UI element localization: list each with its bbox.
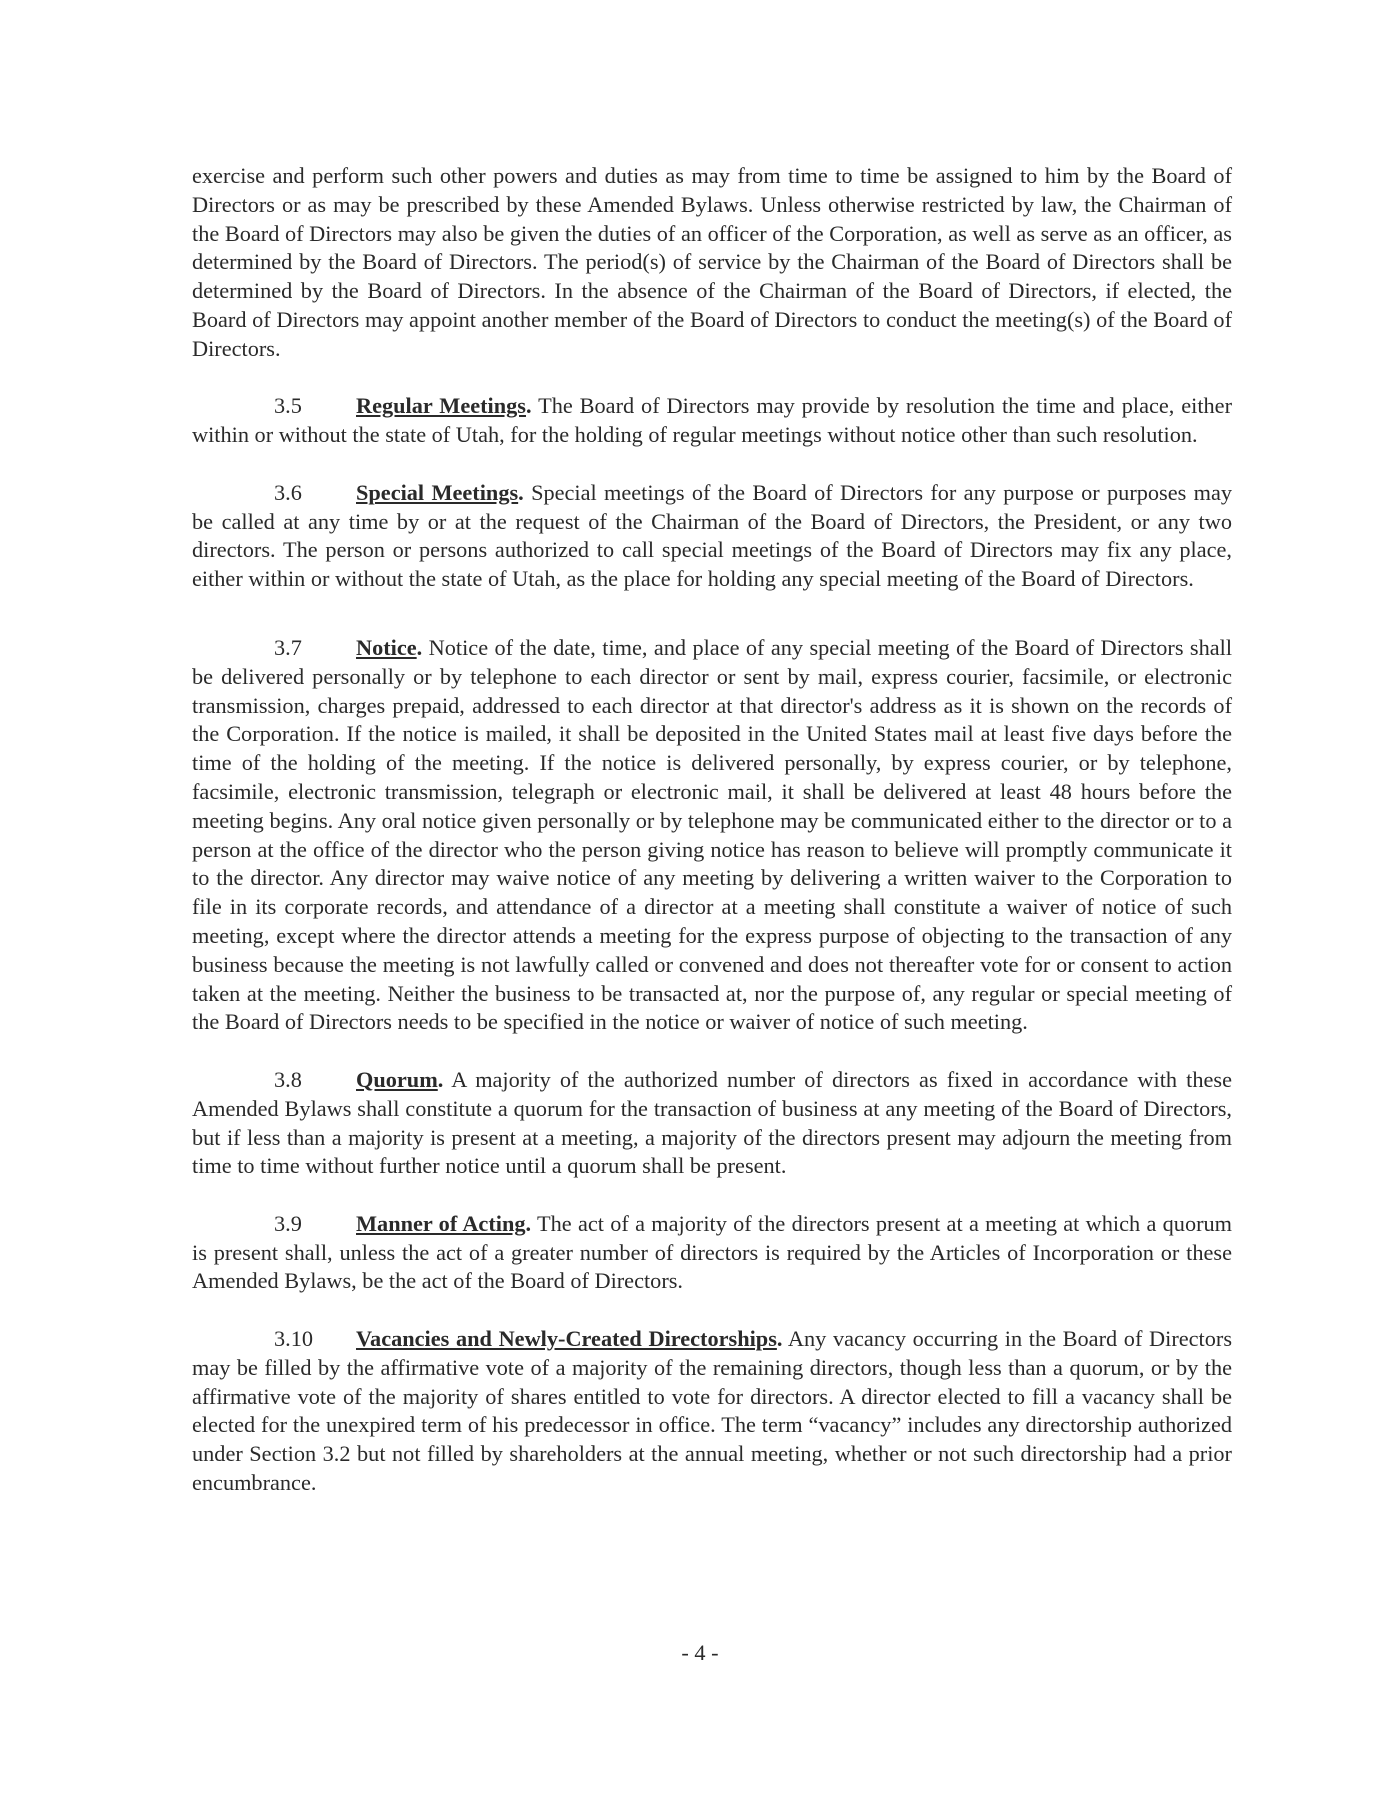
- section-body: Special meetings of the Board of Directors for any purpose or purposes may be called at any time by or at the request of the Chairman of the Board of Directors, the President, or any two directors. The person or persons authorized to call special meetings of the Board of Directors may fix any place, either within or without the state of Utah, as the place for holding any special meeting of the Board of Directors.: [192, 479, 1233, 592]
- section-body: A majority of the authorized number of directors as fixed in accordance with these Amended Bylaws shall constitute a quorum for the transaction of business at any meeting of the Board of Directors, but if less than a majority is present at a meeting, a majority of the directors present may adjourn the meeting from time to time without further notice until a quorum shall be present.: [192, 1066, 1232, 1179]
- page-number: - 4 -: [681, 1640, 719, 1665]
- section-number: 3.7: [274, 634, 302, 660]
- section-number: 3.9: [274, 1210, 302, 1236]
- section-body: The Board of Directors may provide by resolution the time and place, either within or without the state of Utah, for the holding of regular meetings without notice other than such resolution.: [192, 393, 1233, 448]
- section-heading: Quorum: [356, 1066, 438, 1092]
- section-body: The act of a majority of the directors present at a meeting at which a quorum is present shall, unless the act of a greater number of directors is required by the Articles of Incorporation or these Amended Bylaws, be the act of the Board of Directors.: [192, 1210, 1233, 1294]
- section-heading: Manner of Acting: [356, 1210, 526, 1236]
- section-heading: Special Meetings: [356, 479, 519, 505]
- section-number: 3.8: [274, 1066, 302, 1092]
- section-body: Notice of the date, time, and place of any special meeting of the Board of Directors shall be delivered personally or by telephone to each director or sent by mail, express courier, facsimile, or electronic transmission, charges prepaid, addressed to each director at that director's address as it is shown on the records of the Corporation. If the notice is mailed, it shall be deposited in the United States mail at least five days before the time of the holding of the meeting. If the notice is delivered personally, by express courier, or by telephone, facsimile, electronic transmission, telegraph or electronic mail, it shall be delivered at least 48 hours before the meeting begins. Any oral notice given personally or by telephone may be communicated either to the director or to a person at the office of the director who the person giving notice has reason to believe will promptly communicate it to the director. Any director may waive notice of any meeting by delivering a written waiver to the Corporation to file in its corporate records, and attendance of a director at a meeting shall constitute a waiver of notice of such meeting, except where the director attends a meeting for the express purpose of objecting to the transaction of any business because the meeting is not lawfully called or convened and does not thereafter vote for or consent to action taken at the meeting. Neither the business to be transacted at, nor the purpose of, any regular or special meeting of the Board of Directors needs to be specified in the notice or waiver of notice of such meeting.: [192, 634, 1233, 1035]
- section-heading: Notice: [356, 634, 417, 660]
- section-3-5: 3.5 Regular Meetings. The Board of Directors may provide by resolution the time and place, either within or without the state of Utah, for the holding of regular meetings without notice other than such resolution.: [192, 393, 1233, 448]
- intro-paragraph: exercise and perform such other powers and duties as may from time to time be assigned to him by the Board of Directors or as may be prescribed by these Amended Bylaws. Unless otherwise restricted by law, the Chairman of the Board of Directors may also be given the duties of an officer of the Corporation, as well as serve as an officer, as determined by the Board of Directors. The period(s) of service by the Chairman of the Board of Directors shall be determined by the Board of Directors. In the absence of the Chairman of the Board of Directors, if elected, the Board of Directors may appoint another member of the Board of Directors to conduct the meeting(s) of the Board of Directors.: [192, 163, 1232, 361]
- section-number: 3.10: [274, 1326, 314, 1352]
- section-3-7: 3.7 Notice. Notice of the date, time, and place of any special meeting of the Board of Directors shall be delivered personally or by telephone to each director or sent by mail, express courier, facsimile, or electronic transmission, charges prepaid, addressed to each director at that director's address as it is shown on the records of the Corporation. If the notice is mailed, it shall be deposited in the United States mail at least five days before the time of the holding of the meeting. If the notice is delivered personally, by express courier, or by telephone, facsimile, electronic transmission, telegraph or electronic mail, it shall be delivered at least 48 hours before the meeting begins. Any oral notice given personally or by telephone may be communicated either to the director or to a person at the office of the director who the person giving notice has reason to believe will promptly communicate it to the director. Any director may waive notice of any meeting by delivering a written waiver to the Corporation to file in its corporate records, and attendance of a director at a meeting shall constitute a waiver of notice of such meeting, except where the director attends a meeting for the express purpose of objecting to the transaction of any business because the meeting is not lawfully called or convened and does not thereafter vote for or consent to action taken at the meeting. Neither the business to be transacted at, nor the purpose of, any regular or special meeting of the Board of Directors needs to be specified in the notice or waiver of notice of such meeting.: [192, 634, 1233, 1035]
- section-3-10: 3.10 Vacancies and Newly-Created Directorships. Any vacancy occurring in the Board of Directors may be filled by the affirmative vote of a majority of the remaining directors, though less than a quorum, or by the affirmative vote of the majority of shares entitled to vote for directors. A director elected to fill a vacancy shall be elected for the unexpired term of his predecessor in office. The term “vacancy” includes any directorship authorized under Section 3.2 but not filled by shareholders at the annual meeting, whether or not such directorship had a prior encumbrance.: [192, 1326, 1232, 1496]
- section-body: Any vacancy occurring in the Board of Directors may be filled by the affirmative vote of a majority of the remaining directors, though less than a quorum, or by the affirmative vote of the majority of shares entitled to vote for directors. A director elected to fill a vacancy shall be elected for the unexpired term of his predecessor in office. The term “vacancy” includes any directorship authorized under Section 3.2 but not filled by shareholders at the annual meeting, whether or not such directorship had a prior encumbrance.: [192, 1326, 1232, 1496]
- section-heading: Regular Meetings: [356, 393, 526, 419]
- document-body: [192, 162, 1232, 1498]
- section-3-6: 3.6 Special Meetings. Special meetings of the Board of Directors for any purpose or purposes may be called at any time by or at the request of the Chairman of the Board of Directors, the President, or any two directors. The person or persons authorized to call special meetings of the Board of Directors may fix any place, either within or without the state of Utah, as the place for holding any special meeting of the Board of Directors.: [192, 479, 1233, 592]
- section-3-9: 3.9 Manner of Acting. The act of a majority of the directors present at a meeting at which a quorum is present shall, unless the act of a greater number of directors is required by the Articles of Incorporation or these Amended Bylaws, be the act of the Board of Directors.: [192, 1210, 1233, 1294]
- section-number: 3.5: [274, 393, 302, 419]
- section-heading: Vacancies and Newly-Created Directorships: [356, 1326, 777, 1352]
- section-number: 3.6: [274, 479, 302, 505]
- section-3-8: 3.8 Quorum. A majority of the authorized number of directors as fixed in accordance with these Amended Bylaws shall constitute a quorum for the transaction of business at any meeting of the Board of Directors, but if less than a majority is present at a meeting, a majority of the directors present may adjourn the meeting from time to time without further notice until a quorum shall be present.: [192, 1066, 1232, 1179]
